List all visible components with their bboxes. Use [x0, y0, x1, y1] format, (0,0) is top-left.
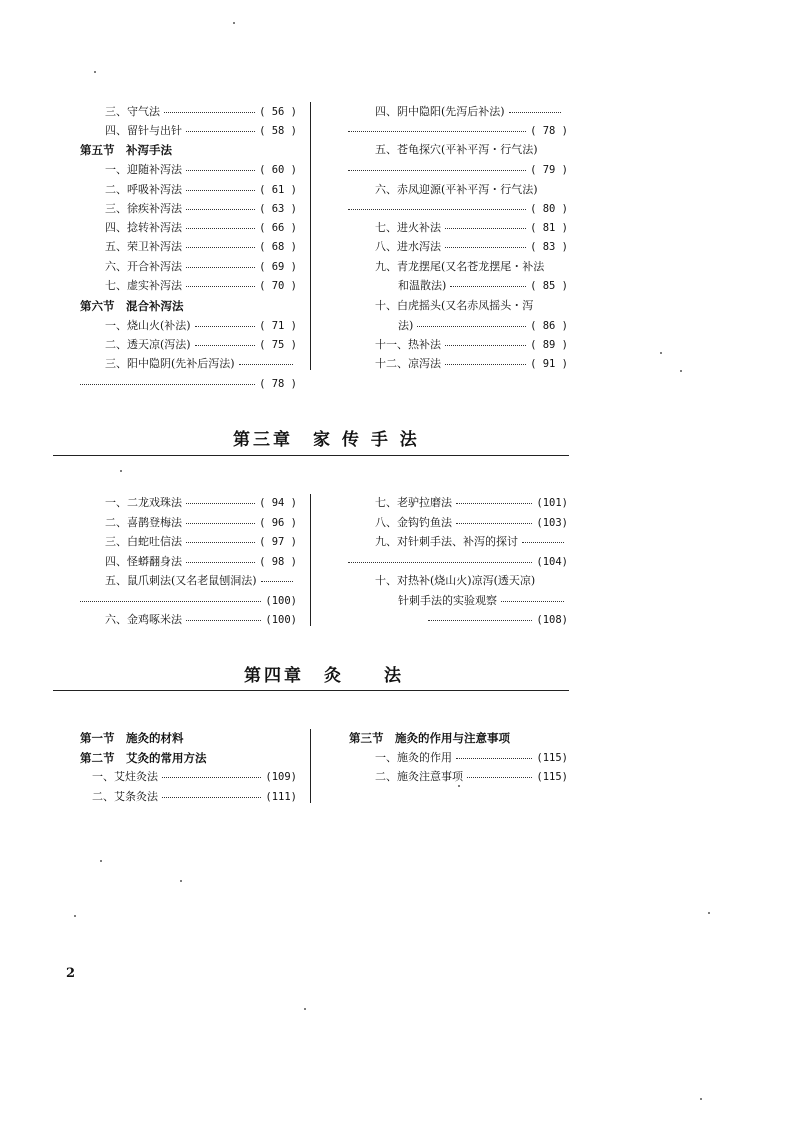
- toc-entry[interactable]: [375, 749, 568, 767]
- toc-entry-label[interactable]: 五、苍龟探穴(平补平泻・行气法): [375, 143, 538, 156]
- toc-leader: [186, 542, 255, 543]
- toc-entry[interactable]: [105, 336, 297, 354]
- toc-page: (100): [265, 595, 297, 607]
- toc-leader: [195, 345, 255, 346]
- toc-leader: [186, 170, 255, 171]
- toc-page: ( 70 ): [259, 280, 297, 292]
- toc-leader: [348, 209, 526, 210]
- toc-entry[interactable]: [92, 768, 297, 786]
- toc-entry-label: 四、阴中隐阳(先泻后补法): [375, 105, 505, 118]
- toc-leader: [348, 562, 532, 563]
- toc-entry[interactable]: [398, 317, 568, 335]
- toc-entry[interactable]: [398, 592, 568, 610]
- section-title[interactable]: 第一节 施灸的材料: [80, 731, 184, 745]
- speck: [120, 470, 122, 472]
- toc-entry[interactable]: [375, 103, 565, 121]
- toc-page: ( 75 ): [259, 339, 297, 351]
- toc-entry-label: 三、守气法: [105, 105, 160, 118]
- toc-entry[interactable]: [105, 200, 297, 218]
- toc-page: ( 71 ): [259, 320, 297, 332]
- toc-entry[interactable]: [375, 768, 568, 786]
- chapter-title[interactable]: 第四章 灸 法: [244, 666, 404, 686]
- toc-entry[interactable]: [105, 277, 297, 295]
- toc-leader: [456, 758, 532, 759]
- toc-page: ( 94 ): [259, 497, 297, 509]
- toc-leader: [186, 190, 255, 191]
- toc-continuation[interactable]: [428, 611, 568, 629]
- toc-entry-label: 二、艾条灸法: [92, 790, 158, 803]
- toc-entry-label: 六、金鸡啄米法: [105, 613, 182, 626]
- toc-page: ( 60 ): [259, 164, 297, 176]
- toc-leader: [522, 542, 564, 543]
- toc-page: ( 83 ): [530, 241, 568, 253]
- toc-continuation[interactable]: [348, 122, 568, 140]
- toc-page: ( 91 ): [530, 358, 568, 370]
- toc-entry-label: 五、荣卫补泻法: [105, 240, 182, 253]
- toc-page: ( 68 ): [259, 241, 297, 253]
- toc-entry-label: 五、鼠爪刺法(又名老鼠刨洞法): [105, 574, 257, 587]
- toc-entry-label: 一、迎随补泻法: [105, 163, 182, 176]
- toc-continuation[interactable]: [80, 592, 297, 610]
- toc-entry[interactable]: [105, 572, 297, 590]
- toc-leader: [186, 209, 255, 210]
- toc-entry-label: 八、进水泻法: [375, 240, 441, 253]
- toc-entry-label: 一、艾炷灸法: [92, 770, 158, 783]
- toc-entry-label[interactable]: 六、赤凤迎源(平补平泻・行气法): [375, 183, 538, 196]
- toc-entry[interactable]: [105, 258, 297, 276]
- toc-leader: [467, 777, 532, 778]
- toc-page: (101): [536, 497, 568, 509]
- toc-leader: [445, 345, 526, 346]
- toc-entry[interactable]: [375, 336, 568, 354]
- toc-leader: [80, 601, 261, 602]
- toc-entry-label[interactable]: 十、白虎摇头(又名赤凤摇头・泻: [375, 299, 534, 312]
- toc-entry[interactable]: [375, 533, 568, 551]
- toc-entry-label: 三、徐疾补泻法: [105, 202, 182, 215]
- toc-continuation[interactable]: [348, 553, 568, 571]
- toc-entry[interactable]: [105, 494, 297, 512]
- toc-entry[interactable]: [375, 219, 568, 237]
- toc-entry-label: 七、虚实补泻法: [105, 279, 182, 292]
- toc-page: ( 66 ): [259, 222, 297, 234]
- toc-leader: [186, 503, 255, 504]
- speck: [233, 22, 235, 24]
- toc-entry-label: 六、开合补泻法: [105, 260, 182, 273]
- toc-continuation[interactable]: [348, 161, 568, 179]
- toc-entry-label: 一、施灸的作用: [375, 751, 452, 764]
- speck: [458, 785, 460, 787]
- toc-entry[interactable]: [105, 355, 297, 373]
- chapter-rule: [53, 455, 569, 456]
- toc-page: ( 78 ): [259, 378, 297, 390]
- toc-leader: [445, 247, 526, 248]
- toc-entry-label: 一、二龙戏珠法: [105, 496, 182, 509]
- toc-entry[interactable]: [375, 514, 568, 532]
- toc-entry[interactable]: [375, 238, 568, 256]
- toc-page: ( 97 ): [259, 536, 297, 548]
- speck: [100, 860, 102, 862]
- toc-entry-label: 八、金钩钓鱼法: [375, 516, 452, 529]
- toc-page: (104): [536, 556, 568, 568]
- toc-entry-label: 十一、热补法: [375, 338, 441, 351]
- chapter-title[interactable]: 第三章 家 传 手 法: [233, 430, 420, 450]
- toc-page: (115): [536, 752, 568, 764]
- toc-page: ( 78 ): [530, 125, 568, 137]
- toc-page: ( 85 ): [530, 280, 568, 292]
- toc-entry[interactable]: [398, 277, 568, 295]
- toc-page: ( 56 ): [259, 106, 297, 118]
- toc-page: (100): [265, 614, 297, 626]
- toc-entry[interactable]: [105, 611, 297, 629]
- toc-leader: [162, 797, 261, 798]
- toc-leader: [186, 267, 255, 268]
- toc-leader: [509, 112, 561, 113]
- page-number: 2: [66, 966, 76, 981]
- toc-page: ( 63 ): [259, 203, 297, 215]
- speck: [180, 880, 182, 882]
- toc-page: ( 69 ): [259, 261, 297, 273]
- toc-entry-label: 九、对针刺手法、补泻的探讨: [375, 535, 518, 548]
- speck: [304, 1008, 306, 1010]
- toc-leader: [445, 228, 526, 229]
- toc-leader: [186, 562, 255, 563]
- toc-leader: [186, 247, 255, 248]
- toc-page: ( 80 ): [530, 203, 568, 215]
- toc-leader: [186, 523, 255, 524]
- section-title[interactable]: 第二节 艾灸的常用方法: [80, 751, 207, 765]
- toc-page: ( 86 ): [530, 320, 568, 332]
- toc-entry-label: 二、施灸注意事项: [375, 770, 463, 783]
- toc-page: (103): [536, 517, 568, 529]
- toc-page: ( 79 ): [530, 164, 568, 176]
- toc-entry-label[interactable]: 十、对热补(烧山火)凉泻(透天凉): [375, 574, 536, 587]
- column-divider: [310, 729, 311, 803]
- toc-entry[interactable]: [105, 553, 297, 571]
- toc-leader: [456, 523, 532, 524]
- toc-leader: [195, 326, 255, 327]
- toc-entry[interactable]: [105, 122, 297, 140]
- toc-page: ( 81 ): [530, 222, 568, 234]
- toc-entry[interactable]: [105, 181, 297, 199]
- toc-page: ( 98 ): [259, 556, 297, 568]
- toc-leader: [164, 112, 255, 113]
- section-title[interactable]: 第六节 混合补泻法: [80, 299, 184, 313]
- toc-entry-label: 四、怪蟒翻身法: [105, 555, 182, 568]
- toc-leader: [445, 364, 526, 365]
- toc-entry-label: 一、烧山火(补法): [105, 319, 191, 332]
- toc-leader: [501, 601, 564, 602]
- toc-leader: [186, 228, 255, 229]
- toc-continuation[interactable]: [348, 200, 568, 218]
- toc-leader: [428, 620, 532, 621]
- toc-entry[interactable]: [105, 219, 297, 237]
- toc-entry[interactable]: [105, 161, 297, 179]
- toc-entry[interactable]: [105, 103, 297, 121]
- toc-entry-label: 二、喜鹊登梅法: [105, 516, 182, 529]
- toc-entry[interactable]: [105, 514, 297, 532]
- toc-entry-label: 七、老驴拉磨法: [375, 496, 452, 509]
- toc-leader: [162, 777, 261, 778]
- toc-page: ( 61 ): [259, 184, 297, 196]
- toc-leader: [239, 364, 293, 365]
- toc-page: (111): [265, 791, 297, 803]
- toc-page: (115): [536, 771, 568, 783]
- toc-leader: [456, 503, 532, 504]
- toc-entry[interactable]: [105, 533, 297, 551]
- speck: [74, 915, 76, 917]
- toc-page: ( 89 ): [530, 339, 568, 351]
- chapter-rule: [53, 690, 569, 691]
- toc-leader: [450, 286, 526, 287]
- column-divider: [310, 102, 311, 370]
- toc-leader: [348, 131, 526, 132]
- toc-entry-label: 四、留针与出针: [105, 124, 182, 137]
- toc-entry-label: 和温散法): [398, 279, 447, 292]
- speck: [700, 1098, 702, 1100]
- toc-entry-label: 二、透天凉(泻法): [105, 338, 191, 351]
- toc-leader: [186, 286, 255, 287]
- section-title[interactable]: 第三节 施灸的作用与注意事项: [349, 731, 510, 745]
- toc-page: ( 58 ): [259, 125, 297, 137]
- toc-entry-label: 二、呼吸补泻法: [105, 183, 182, 196]
- toc-page: (108): [536, 614, 568, 626]
- toc-entry-label: 三、白蛇吐信法: [105, 535, 182, 548]
- toc-leader: [80, 384, 255, 385]
- toc-entry[interactable]: [375, 494, 568, 512]
- speck: [660, 352, 662, 354]
- toc-page: ( 96 ): [259, 517, 297, 529]
- toc-continuation[interactable]: [80, 375, 297, 393]
- toc-leader: [417, 326, 526, 327]
- toc-entry-label: 针刺手法的实验观察: [398, 594, 497, 607]
- toc-entry-label[interactable]: 九、青龙摆尾(又名苍龙摆尾・补法: [375, 260, 545, 273]
- toc-leader: [348, 170, 526, 171]
- speck: [708, 912, 710, 914]
- toc-entry[interactable]: [92, 788, 297, 806]
- toc-entry-label: 七、进火补法: [375, 221, 441, 234]
- toc-entry-label: 法): [398, 319, 414, 332]
- toc-entry[interactable]: [375, 355, 568, 373]
- column-divider: [310, 494, 311, 626]
- speck: [680, 370, 682, 372]
- toc-entry[interactable]: [105, 317, 297, 335]
- section-title[interactable]: 第五节 补泻手法: [80, 143, 172, 157]
- toc-entry[interactable]: [105, 238, 297, 256]
- toc-leader: [186, 620, 261, 621]
- toc-page: (109): [265, 771, 297, 783]
- toc-entry-label: 三、阳中隐阴(先补后泻法): [105, 357, 235, 370]
- speck: [94, 71, 96, 73]
- toc-entry-label: 十二、凉泻法: [375, 357, 441, 370]
- toc-leader: [261, 581, 293, 582]
- toc-leader: [186, 131, 255, 132]
- toc-entry-label: 四、捻转补泻法: [105, 221, 182, 234]
